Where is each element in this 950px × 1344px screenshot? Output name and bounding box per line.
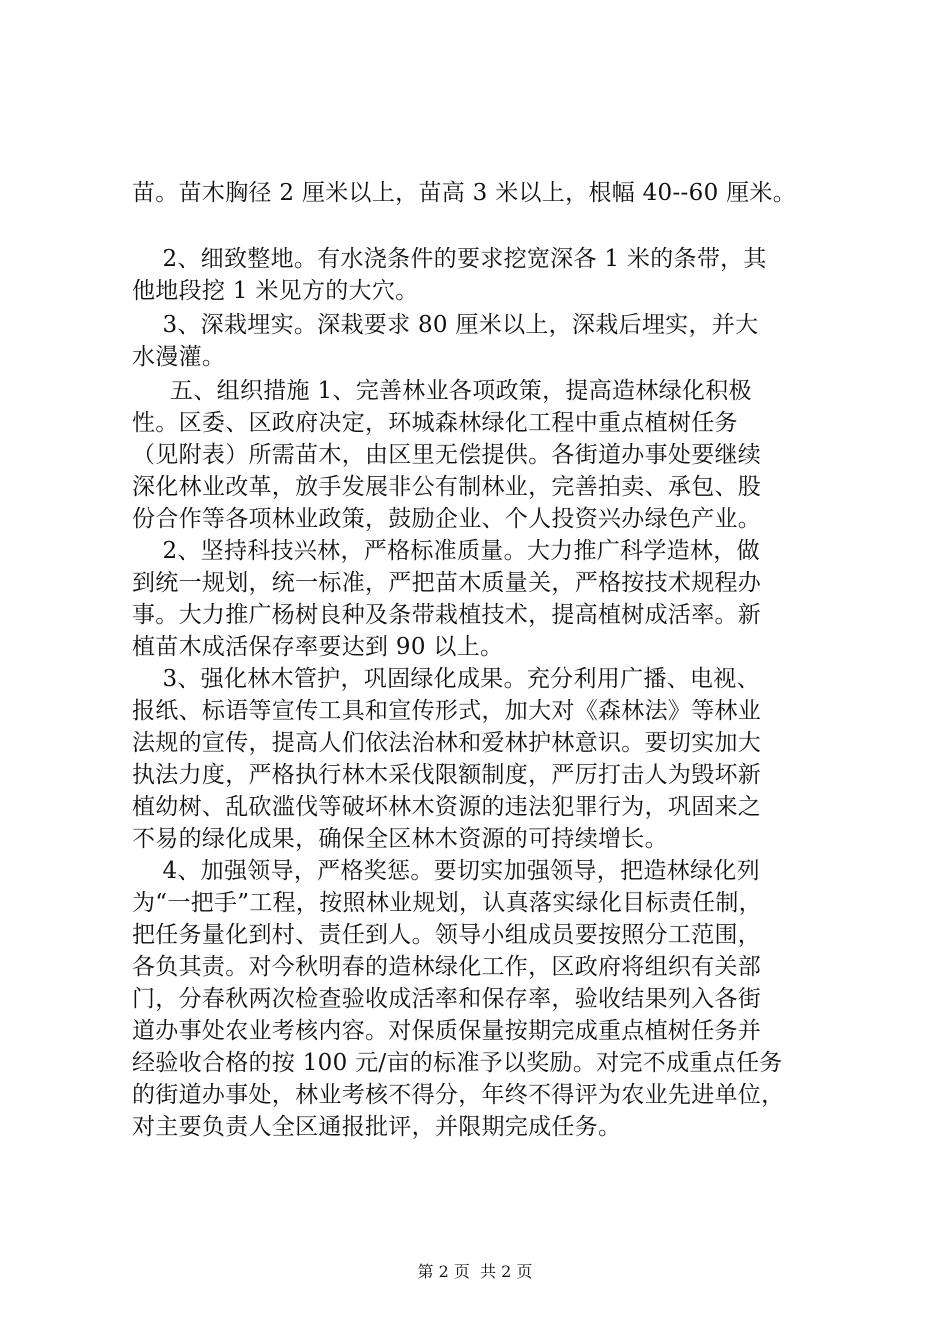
text-line: 五、组织措施 1、完善林业各项政策，提高造林绿化积极 [132,378,752,404]
text-line: 道办事处农业考核内容。对保质保量按期完成重点植树任务并 [132,1018,762,1044]
text-line: 各负其责。对今秋明春的造林绿化工作，区政府将组织有关部 [132,954,762,980]
text-line: 事。大力推广杨树良种及条带栽植技术，提高植树成活率。新 [132,602,762,628]
text-line: 4、加强领导，严格奖惩。要切实加强领导，把造林绿化列 [132,858,760,884]
text-line: 深化林业改革，放手发展非公有制林业，完善拍卖、承包、股 [132,474,762,500]
text-line: 门，分春秋两次检查验收成活率和保存率，验收结果列入各街 [132,986,762,1012]
text-line: 为“一把手”工程，按照林业规划，认真落实绿化目标责任制， [132,890,762,916]
text-line: 把任务量化到村、责任到人。领导小组成员要按照分工范围， [132,922,762,948]
page-footer: 第 2 页 共 2 页 [417,1262,533,1281]
text-line: 2、细致整地。有水浇条件的要求挖宽深各 1 米的条带，其 [132,246,767,272]
text-line: 植苗木成活保存率要达到 90 以上。 [132,634,504,660]
text-line: 水漫灌。 [132,344,226,370]
text-line: 苗。苗木胸径 2 厘米以上，苗高 3 米以上，根幅 40--60 厘米。 [132,180,797,206]
text-line: 对主要负责人全区通报批评，并限期完成任务。 [132,1114,622,1140]
text-line: （见附表）所需苗木，由区里无偿提供。各街道办事处要继续 [132,442,762,468]
text-line: 法规的宣传，提高人们依法治林和爱林护林意识。要切实加大 [132,730,762,756]
text-line: 3、强化林木管护，巩固绿化成果。充分利用广播、电视、 [132,666,760,692]
text-line: 性。区委、区政府决定，环城森林绿化工程中重点植树任务 [132,410,738,436]
text-line: 经验收合格的按 100 元/亩的标准予以奖励。对完不成重点任务 [132,1050,783,1076]
text-line: 植幼树、乱砍滥伐等破坏林木资源的违法犯罪行为，巩固来之 [132,794,762,820]
text-line: 份合作等各项林业政策，鼓励企业、个人投资兴办绿色产业。 [132,506,762,532]
text-line: 执法力度，严格执行林木采伐限额制度，严厉打击人为毁坏新 [132,762,762,788]
text-line: 的街道办事处，林业考核不得分，年终不得评为农业先进单位， [132,1082,785,1108]
text-line: 到统一规划，统一标准，严把苗木质量关，严格按技术规程办 [132,570,762,596]
text-line: 他地段挖 1 米见方的大穴。 [132,278,419,304]
text-line: 不易的绿化成果，确保全区林木资源的可持续增长。 [132,826,668,852]
text-line: 2、坚持科技兴林，严格标准质量。大力推广科学造林，做 [132,538,760,564]
text-line: 报纸、标语等宣传工具和宣传形式，加大对《森林法》等林业 [132,698,762,724]
text-line: 3、深栽埋实。深栽要求 80 厘米以上，深栽后埋实，并大 [132,312,759,338]
